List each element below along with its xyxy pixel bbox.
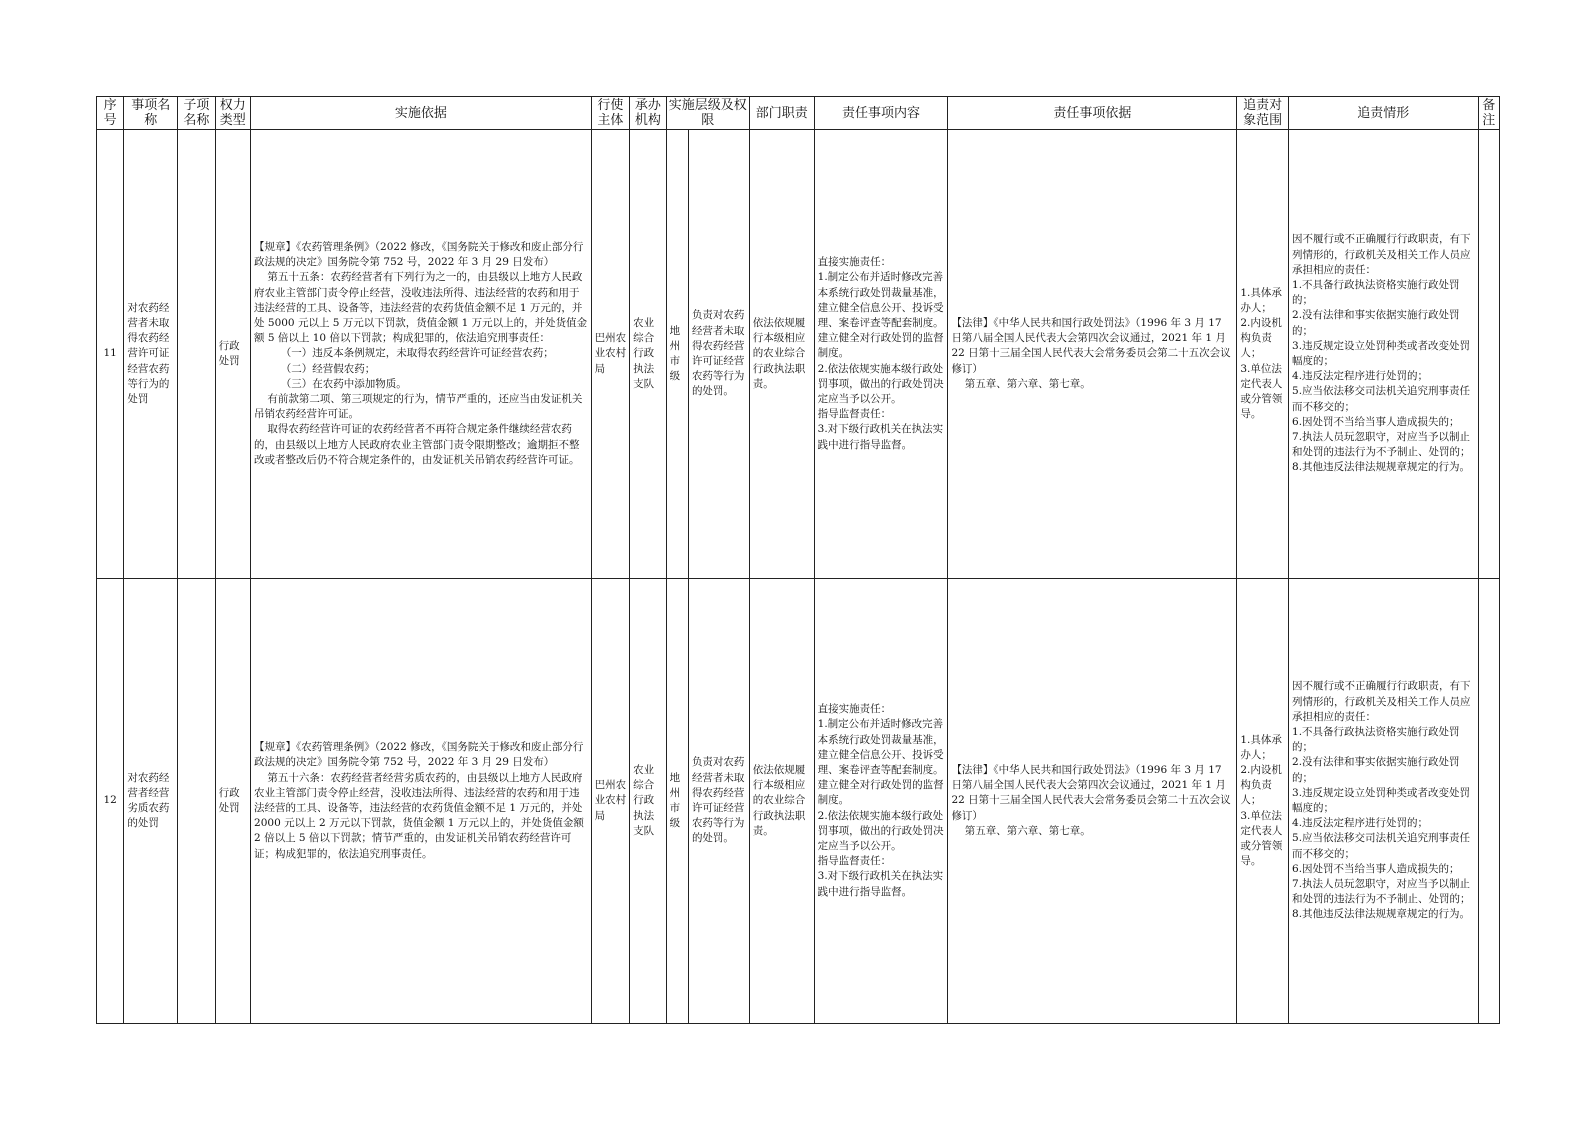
cell-seq: 12 — [97, 579, 124, 1024]
cell-level: 地州市级 — [666, 579, 688, 1024]
cell-circumstance: 因不履行或不正确履行行政职责，有下列情形的，行政机关及相关工作人员应承担相应的责任： 1.不具备行政执法资格实施行政处罚的； 2.没有法律和事实依据实施行政处罚的； 3.违反规定设立处罚种类或者改变处罚幅度的； 4.违反法定程序进行处罚的； 5.应当依法移交司法机关追究刑事责任而不移交的； 6.因处罚不当给当事人造成损失的； 7.执法人员玩忽职守，对应当予以制止和处罚的违法行为不予制止、处罚的； 8.其他违反法律法规规章规定的行为。 — [1289, 579, 1479, 1024]
header-row — [97, 97, 1500, 130]
cell-handler: 农业综合行政执法支队 — [630, 130, 666, 579]
header-sub-name: 子项名称 — [178, 97, 216, 130]
cell-power-type: 行政处罚 — [215, 579, 250, 1024]
cell-resp-content: 直接实施责任： 1.制定公布并适时修改完善本系统行政处罚裁量基准，建立健全信息公开、投诉受理、案卷评查等配套制度。建立健全对行政处罚的监督制度。 2.依法依规实施本级行政处罚事项，做出的行政处罚决定应当予以公开。 指导监督责任： 3.对下级行政机关在执法实践中进行指导监督。 — [814, 130, 948, 579]
cell-sub-name — [178, 130, 216, 579]
cell-resp-basis: 【法律】《中华人民共和国行政处罚法》（1996 年 3 月 17 日第八届全国人民代表大会第四次会议通过，2021 年 1 月 22 日第十三届全国人民代表大会常务委员会第二十五次会议修订） 第五章、第六章、第七章。 — [948, 579, 1237, 1024]
header-item-name: 事项名称 — [124, 97, 178, 130]
cell-dept-duty: 依法依规履行本级相应的农业综合行政执法职责。 — [749, 130, 814, 579]
cell-dept-duty: 依法依规履行本级相应的农业综合行政执法职责。 — [749, 579, 814, 1024]
header-subject: 行使主体 — [591, 97, 630, 130]
cell-authority: 负责对农药经营者未取得农药经营许可证经营农药等行为的处罚。 — [688, 130, 749, 579]
header-scope: 追责对象范围 — [1237, 97, 1289, 130]
header-power-type: 权力类型 — [215, 97, 250, 130]
table-row — [97, 130, 1500, 579]
cell-authority: 负责对农药经营者未取得农药经营许可证经营农药等行为的处罚。 — [688, 579, 749, 1024]
header-resp-content: 责任事项内容 — [814, 97, 948, 130]
table-row — [97, 579, 1500, 1024]
cell-scope: 1.具体承办人； 2.内设机构负责人； 3.单位法定代表人或分管领导。 — [1237, 579, 1289, 1024]
header-resp-basis: 责任事项依据 — [948, 97, 1237, 130]
cell-remark — [1478, 130, 1499, 579]
header-remark: 备注 — [1478, 97, 1499, 130]
header-basis: 实施依据 — [251, 97, 592, 130]
cell-power-type: 行政处罚 — [215, 130, 250, 579]
cell-subject: 巴州农业农村局 — [591, 130, 630, 579]
cell-resp-basis: 【法律】《中华人民共和国行政处罚法》（1996 年 3 月 17 日第八届全国人民代表大会第四次会议通过，2021 年 1 月 22 日第十三届全国人民代表大会常务委员会第二十五次会议修订） 第五章、第六章、第七章。 — [948, 130, 1237, 579]
cell-basis: 【规章】《农药管理条例》（2022 修改，《国务院关于修改和废止部分行政法规的决定》国务院令第 752 号，2022 年 3 月 29 日发布） 第五十六条：农药经营者经营劣质农药的，由县级以上地方人民政府农业主管部门责令停止经营，没收违法所得、违法经营的农药和用于违法经营的工具、设备等，违法经营的农药货值金额不足 1 万元的，并处 2000 元以上 2 万元以下罚款，货值金额 1 万元以上的，并处货值金额 2 倍以上 5 倍以下罚款；情节严重的，由发证机关吊销农药经营许可证；构成犯罪的，依法追究刑事责任。 — [251, 579, 592, 1024]
header-level: 实施层级及权限 — [666, 97, 749, 130]
cell-subject: 巴州农业农村局 — [591, 579, 630, 1024]
header-handler: 承办机构 — [630, 97, 666, 130]
cell-seq: 11 — [97, 130, 124, 579]
header-seq: 序号 — [97, 97, 124, 130]
cell-circumstance: 因不履行或不正确履行行政职责，有下列情形的，行政机关及相关工作人员应承担相应的责任： 1.不具备行政执法资格实施行政处罚的； 2.没有法律和事实依据实施行政处罚的； 3.违反规定设立处罚种类或者改变处罚幅度的； 4.违反法定程序进行处罚的； 5.应当依法移交司法机关追究刑事责任而不移交的； 6.因处罚不当给当事人造成损失的； 7.执法人员玩忽职守，对应当予以制止和处罚的违法行为不予制止、处罚的； 8.其他违反法律法规规章规定的行为。 — [1289, 130, 1479, 579]
header-circumstance: 追责情形 — [1289, 97, 1479, 130]
cell-remark — [1478, 579, 1499, 1024]
cell-sub-name — [178, 579, 216, 1024]
cell-resp-content: 直接实施责任： 1.制定公布并适时修改完善本系统行政处罚裁量基准，建立健全信息公开、投诉受理、案卷评查等配套制度。建立健全对行政处罚的监督制度。 2.依法依规实施本级行政处罚事项，做出的行政处罚决定应当予以公开。 指导监督责任： 3.对下级行政机关在执法实践中进行指导监督。 — [814, 579, 948, 1024]
header-dept-duty: 部门职责 — [749, 97, 814, 130]
cell-item-name: 对农药经营者经营劣质农药的处罚 — [124, 579, 178, 1024]
cell-level: 地州市级 — [666, 130, 688, 579]
cell-item-name: 对农药经营者未取得农药经营许可证经营农药等行为的处罚 — [124, 130, 178, 579]
cell-handler: 农业综合行政执法支队 — [630, 579, 666, 1024]
cell-scope: 1.具体承办人； 2.内设机构负责人； 3.单位法定代表人或分管领导。 — [1237, 130, 1289, 579]
responsibility-table — [96, 96, 1500, 1024]
cell-basis: 【规章】《农药管理条例》（2022 修改，《国务院关于修改和废止部分行政法规的决定》国务院令第 752 号，2022 年 3 月 29 日发布） 第五十五条：农药经营者有下列行为之一的，由县级以上地方人民政府农业主管部门责令停止经营，没收违法所得、违法经营的农药和用于违法经营的工具、设备等，违法经营的农药货值金额不足 1 万元的，并处 5000 元以上 5 万元以下罚款，货值金额 1 万元以上的，并处货值金额 5 倍以上 10 倍以下罚款；构成犯罪的，依法追究刑事责任： （一）违反本条例规定，未取得农药经营许可证经营农药； （二）经营假农药； （三）在农药中添加物质。 有前款第二项、第三项规定的行为，情节严重的，还应当由发证机关吊销农药经营许可证。 取得农药经营许可证的农药经营者不再符合规定条件继续经营农药的，由县级以上地方人民政府农业主管部门责令限期整改；逾期拒不整改或者整改后仍不符合规定条件的，由发证机关吊销农药经营许可证。 — [251, 130, 592, 579]
